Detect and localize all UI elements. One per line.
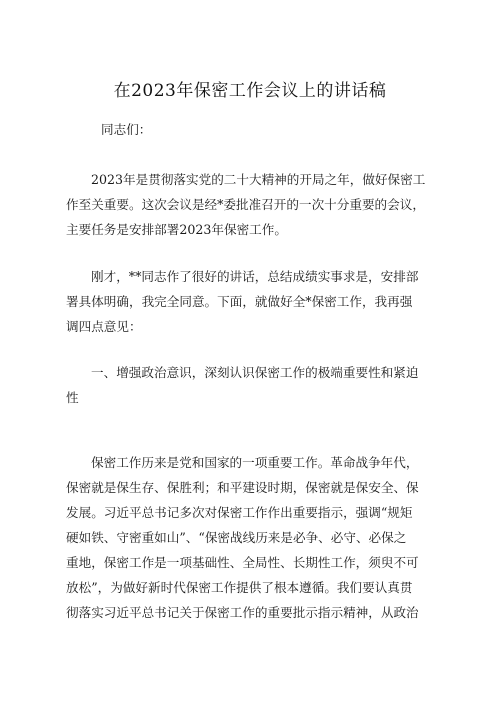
paragraph-line: 保密就是保生存、保胜利；和平建设时期，保密就是保安全、保 xyxy=(66,480,419,495)
paragraph-2 xyxy=(66,264,436,339)
paragraph-line: 彻落实习近平总书记关于保密工作的重要批示指示精神，从政治 xyxy=(66,605,419,620)
heading-line: 性 xyxy=(66,390,79,405)
heading-line: 一、增强政治意识，深刻认识保密工作的极端重要性和紧迫 xyxy=(91,365,419,380)
paragraph-line: 调四点意见： xyxy=(66,319,142,334)
paragraph-3 xyxy=(66,450,436,625)
paragraph-line: 放松”，为做好新时代保密工作提供了根本遵循。我们要认真贯 xyxy=(66,580,413,595)
paragraph-line: 发展。习近平总书记多次对保密工作作出重要指示，强调“规矩 xyxy=(66,505,413,520)
paragraph-line: 刚才，**同志作了很好的讲话，总结成绩实事求是，安排部 xyxy=(91,269,419,284)
salutation: 同志们： xyxy=(101,122,152,137)
paragraph-1 xyxy=(66,167,436,242)
paragraph-line: 重地，保密工作是一项基础性、全局性、长期性工作，须臾不可 xyxy=(66,555,419,570)
paragraph-line: 主要任务是安排部署2023年保密工作。 xyxy=(66,222,287,237)
paragraph-line: 作至关重要。这次会议是经*委批准召开的一次十分重要的会议， xyxy=(66,197,425,212)
paragraph-line: 署具体明确，我完全同意。下面，就做好全*保密工作，我再强 xyxy=(66,294,413,309)
paragraph-line: 硬如铁、守密重如山”、“保密战线历来是必争、必守、必保之 xyxy=(66,530,407,545)
paragraph-line: 2023年是贯彻落实党的二十大精神的开局之年，做好保密工 xyxy=(91,172,426,187)
paragraph-line: 保密工作历来是党和国家的一项重要工作。革命战争年代， xyxy=(91,455,419,470)
section-heading-1 xyxy=(66,360,436,410)
document-title: 在2023年保密工作会议上的讲话稿 xyxy=(113,81,387,101)
